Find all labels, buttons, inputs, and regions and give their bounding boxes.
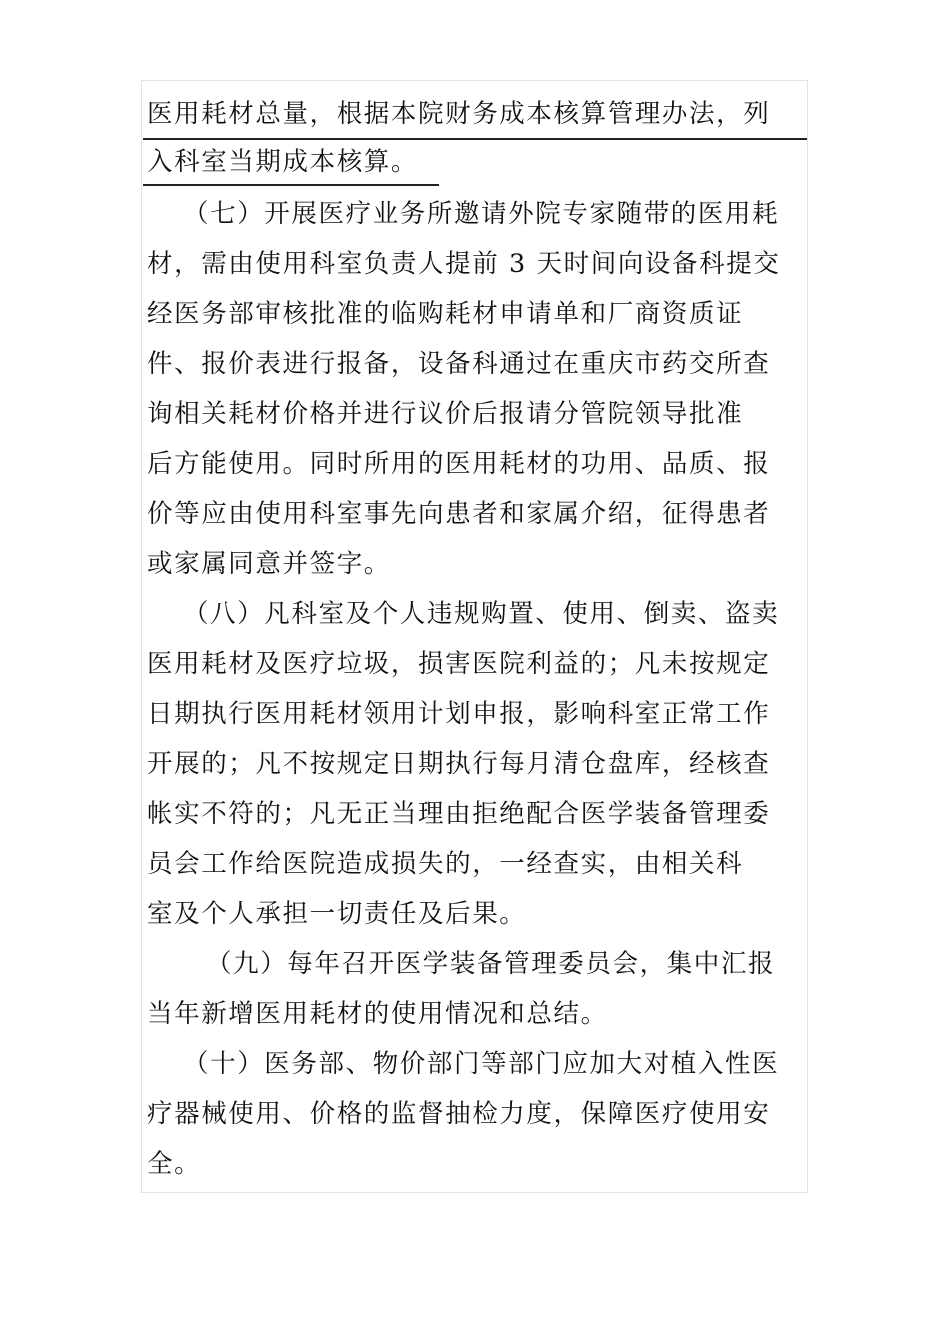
text-line: 医用耗材总量，根据本院财务成本核算管理办法，列: [147, 99, 771, 129]
underline-rule: [143, 138, 807, 140]
text-line: （七）开展医疗业务所邀请外院专家随带的医用耗: [183, 199, 780, 229]
text-line: （十）医务部、物价部门等部门应加大对植入性医: [183, 1049, 780, 1079]
text-line: 材，需由使用科室负责人提前 3 天时间向设备科提交: [147, 249, 781, 279]
text-line: 经医务部审核批准的临购耗材申请单和厂商资质证: [147, 299, 744, 329]
text-line: 后方能使用。同时所用的医用耗材的功用、品质、报: [147, 449, 771, 479]
text-line: 员会工作给医院造成损失的，一经查实，由相关科: [147, 849, 744, 879]
text-line: 医用耗材及医疗垃圾，损害医院利益的；凡未按规定: [147, 649, 771, 679]
text-line: 室及个人承担一切责任及后果。: [147, 899, 527, 929]
text-line: 帐实不符的；凡无正当理由拒绝配合医学装备管理委: [147, 799, 771, 829]
text-line: 疗器械使用、价格的监督抽检力度，保障医疗使用安: [147, 1099, 771, 1129]
text-line: 当年新增医用耗材的使用情况和总结。: [147, 999, 608, 1029]
text-line: 询相关耗材价格并进行议价后报请分管院领导批准: [147, 399, 744, 429]
underline-rule-short: [143, 184, 439, 186]
text-line: （九）每年召开医学装备管理委员会，集中汇报: [206, 949, 776, 979]
text-line: （八）凡科室及个人违规购置、使用、倒卖、盗卖: [183, 599, 780, 629]
text-line: 或家属同意并签字。: [147, 549, 391, 579]
text-line: 件、报价表进行报备，设备科通过在重庆市药交所查: [147, 349, 771, 379]
text-line: 入科室当期成本核算。: [147, 147, 419, 177]
text-line: 日期执行医用耗材领用计划申报，影响科室正常工作: [147, 699, 771, 729]
text-line: 开展的；凡不按规定日期执行每月清仓盘库，经核查: [147, 749, 771, 779]
text-line: 价等应由使用科室事先向患者和家属介绍，征得患者: [147, 499, 771, 529]
text-line: 全。: [147, 1149, 202, 1179]
